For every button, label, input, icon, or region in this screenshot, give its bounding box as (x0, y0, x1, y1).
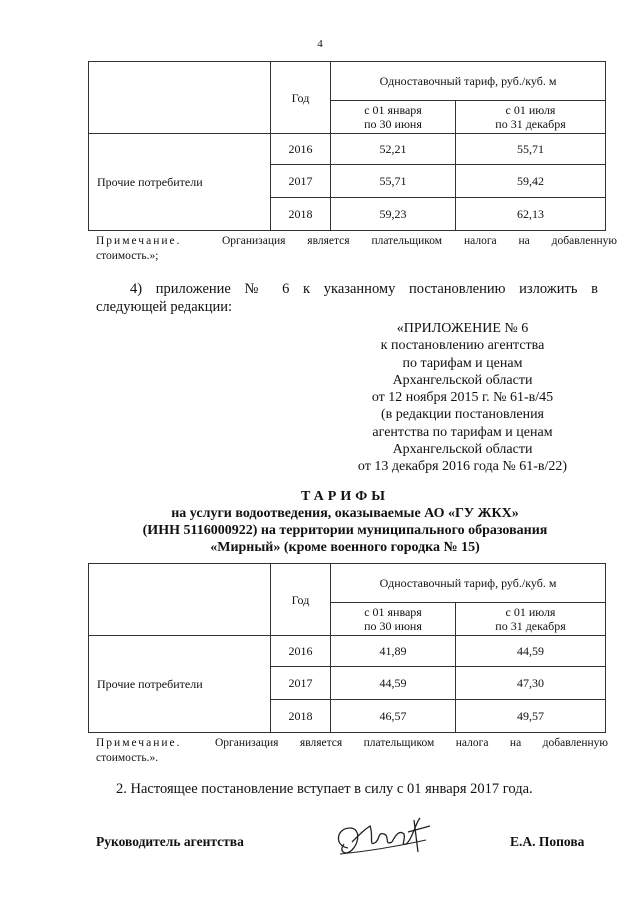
value-cell: 52,21 (331, 134, 456, 165)
paragraph-4-line-2: следующей редакции: (96, 299, 233, 315)
appendix-line: от 13 декабря 2016 года № 61-в/22) (357, 459, 568, 475)
table-row (89, 134, 606, 165)
heading-line: «Мирный» (кроме военного городка № 15) (210, 540, 480, 555)
table-row (89, 636, 606, 667)
appendix-line: к постановлению агентства (380, 338, 545, 354)
appendix-line: по тарифам и ценам (402, 355, 523, 371)
value-cell: 59,23 (331, 198, 456, 231)
signatory-name: Е.А. Попова (510, 834, 585, 849)
value-cell: 49,57 (456, 700, 606, 733)
value-cell: 46,57 (331, 700, 456, 733)
paragraph-2: 2. Настоящее постановление вступает в силу с 01 января 2017 года. (116, 781, 533, 797)
year-cell: 2016 (271, 134, 331, 165)
value-cell: 55,71 (456, 134, 606, 165)
signatory-position: Руководитель агентства (96, 834, 244, 849)
heading-line: (ИНН 5116000922) на территории муниципального образования (142, 523, 548, 538)
table-empty-header (89, 62, 271, 134)
tariff-header: Одноставочный тариф, руб./куб. м (331, 564, 606, 603)
year-header: Год (271, 564, 331, 636)
year-header: Год (271, 62, 331, 134)
value-cell: 41,89 (331, 636, 456, 667)
paragraph-4-line-1: 4) приложение № 6 к указанному постановлению изложить в (130, 281, 598, 297)
handwritten-signature (330, 812, 440, 864)
period-header-second-half: с 01 июля по 31 декабря (456, 603, 606, 636)
heading-line: на услуги водоотведения, оказываемые АО «ГУ ЖКХ» (171, 506, 519, 521)
note-text: Организация является плательщиком налога на добавленную (222, 235, 617, 247)
consumer-cell: Прочие потребители (89, 134, 271, 231)
year-cell: 2018 (271, 198, 331, 231)
document-heading (90, 488, 600, 556)
period-header-first-half: с 01 января по 30 июня (331, 101, 456, 134)
year-cell: 2018 (271, 700, 331, 733)
consumer-cell: Прочие потребители (89, 636, 271, 733)
tariff-table-2 (88, 563, 606, 733)
appendix-line: от 12 ноября 2015 г. № 61-в/45 (371, 390, 554, 406)
tariff-header: Одноставочный тариф, руб./куб. м (331, 62, 606, 101)
tariff-table-1 (88, 61, 606, 231)
note-label: Примечание. (96, 737, 182, 749)
appendix-line: Архангельской области (392, 372, 533, 388)
value-cell: 55,71 (331, 165, 456, 198)
note-continuation: стоимость.»; (96, 250, 159, 262)
year-cell: 2016 (271, 636, 331, 667)
appendix-line: агентства по тарифам и ценам (372, 424, 553, 440)
value-cell: 44,59 (456, 636, 606, 667)
heading-title: ТАРИФЫ (301, 489, 389, 504)
page-number: 4 (317, 38, 323, 50)
note-continuation: стоимость.». (96, 752, 159, 764)
value-cell: 62,13 (456, 198, 606, 231)
appendix-line: «ПРИЛОЖЕНИЕ № 6 (396, 321, 529, 336)
appendix-line: Архангельской области (392, 442, 533, 458)
note-text: Организация является плательщиком налога на добавленную (215, 737, 608, 749)
year-cell: 2017 (271, 165, 331, 198)
appendix-line: (в редакции постановления (380, 407, 545, 423)
period-header-first-half: с 01 января по 30 июня (331, 603, 456, 636)
year-cell: 2017 (271, 667, 331, 700)
appendix-header (330, 320, 595, 476)
value-cell: 47,30 (456, 667, 606, 700)
period-header-second-half: с 01 июля по 31 декабря (456, 101, 606, 134)
value-cell: 44,59 (331, 667, 456, 700)
value-cell: 59,42 (456, 165, 606, 198)
table-empty-header (89, 564, 271, 636)
note-label: Примечание. (96, 235, 182, 247)
